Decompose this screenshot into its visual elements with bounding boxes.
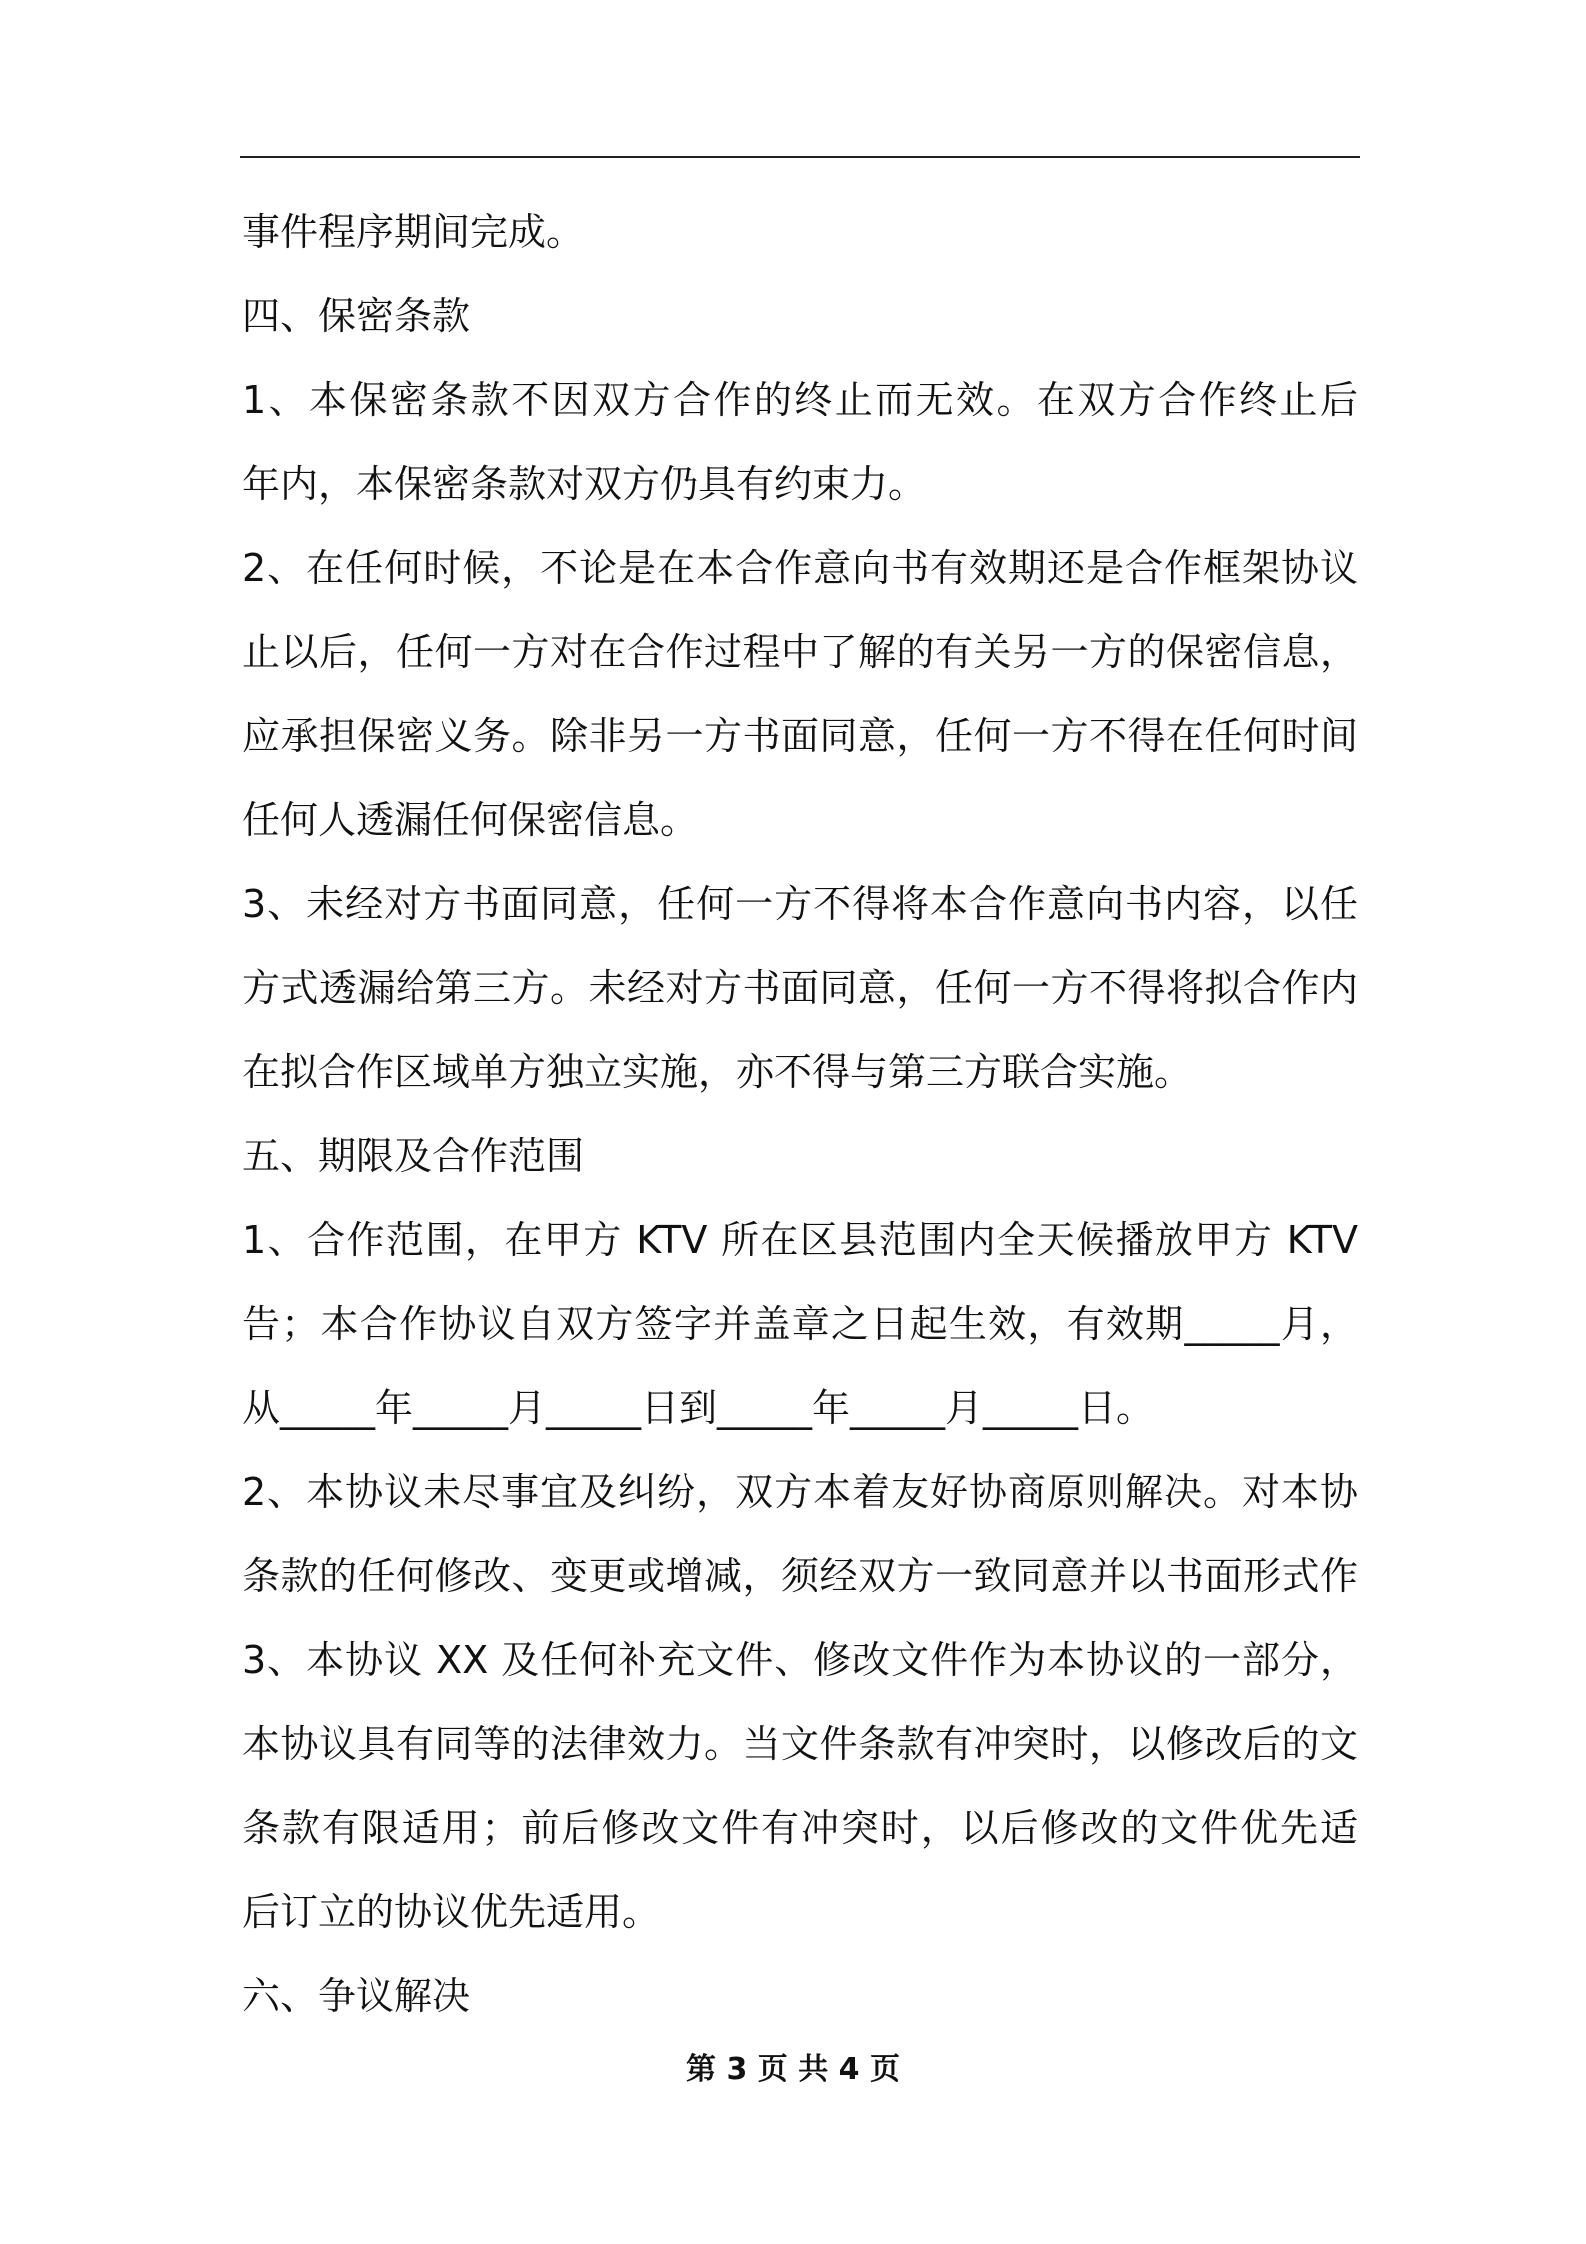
section-heading: 六、争议解决 (242, 1974, 471, 2018)
page-number-footer: 第 3 页 共 4 页 (686, 2052, 900, 2087)
text-line: 事件程序期间完成。 (242, 210, 585, 254)
section-heading: 四、保密条款 (242, 294, 471, 338)
text-line: 本协议具有同等的法律效力。当文件条款有冲突时，以修改后的文 (242, 1722, 1358, 1766)
text-line: 告；本合作协议自双方签字并盖章之日起生效，有效期_____月， (242, 1302, 1358, 1346)
section-heading: 五、期限及合作范围 (242, 1134, 585, 1178)
text-line: 3、未经对方书面同意，任何一方不得将本合作意向书内容，以任 (242, 882, 1358, 926)
text-line: 后订立的协议优先适用。 (242, 1890, 661, 1934)
text-line: 2、本协议未尽事宜及纠纷，双方本着友好协商原则解决。对本协 (242, 1470, 1358, 1514)
text-line: 从_____年_____月_____日到_____年_____月_____日。 (242, 1386, 1155, 1430)
text-line: 1、本保密条款不因双方合作的终止而无效。在双方合作终止后 (242, 378, 1358, 422)
text-line: 止以后，任何一方对在合作过程中了解的有关另一方的保密信息， (242, 630, 1358, 674)
text-line: 任何人透漏任何保密信息。 (242, 798, 699, 842)
document-body (242, 190, 1358, 2038)
text-line: 2、在任何时候，不论是在本合作意向书有效期还是合作框架协议 (242, 546, 1358, 590)
text-line: 在拟合作区域单方独立实施，亦不得与第三方联合实施。 (242, 1050, 1193, 1094)
text-line: 应承担保密义务。除非另一方书面同意，任何一方不得在任何时间 (242, 714, 1358, 758)
text-line: 条款有限适用；前后修改文件有冲突时，以后修改的文件优先适 (242, 1806, 1358, 1850)
text-line: 年内，本保密条款对双方仍具有约束力。 (242, 462, 927, 506)
text-line: 方式透漏给第三方。未经对方书面同意，任何一方不得将拟合作内 (242, 966, 1358, 1010)
text-line: 3、本协议 XX 及任何补充文件、修改文件作为本协议的一部分， (242, 1638, 1358, 1682)
header-rule (240, 156, 1360, 158)
text-line: 1、合作范围，在甲方 KTV 所在区县范围内全天候播放甲方 KTV (242, 1218, 1358, 1262)
text-line: 条款的任何修改、变更或增减，须经双方一致同意并以书面形式作 (242, 1554, 1358, 1598)
